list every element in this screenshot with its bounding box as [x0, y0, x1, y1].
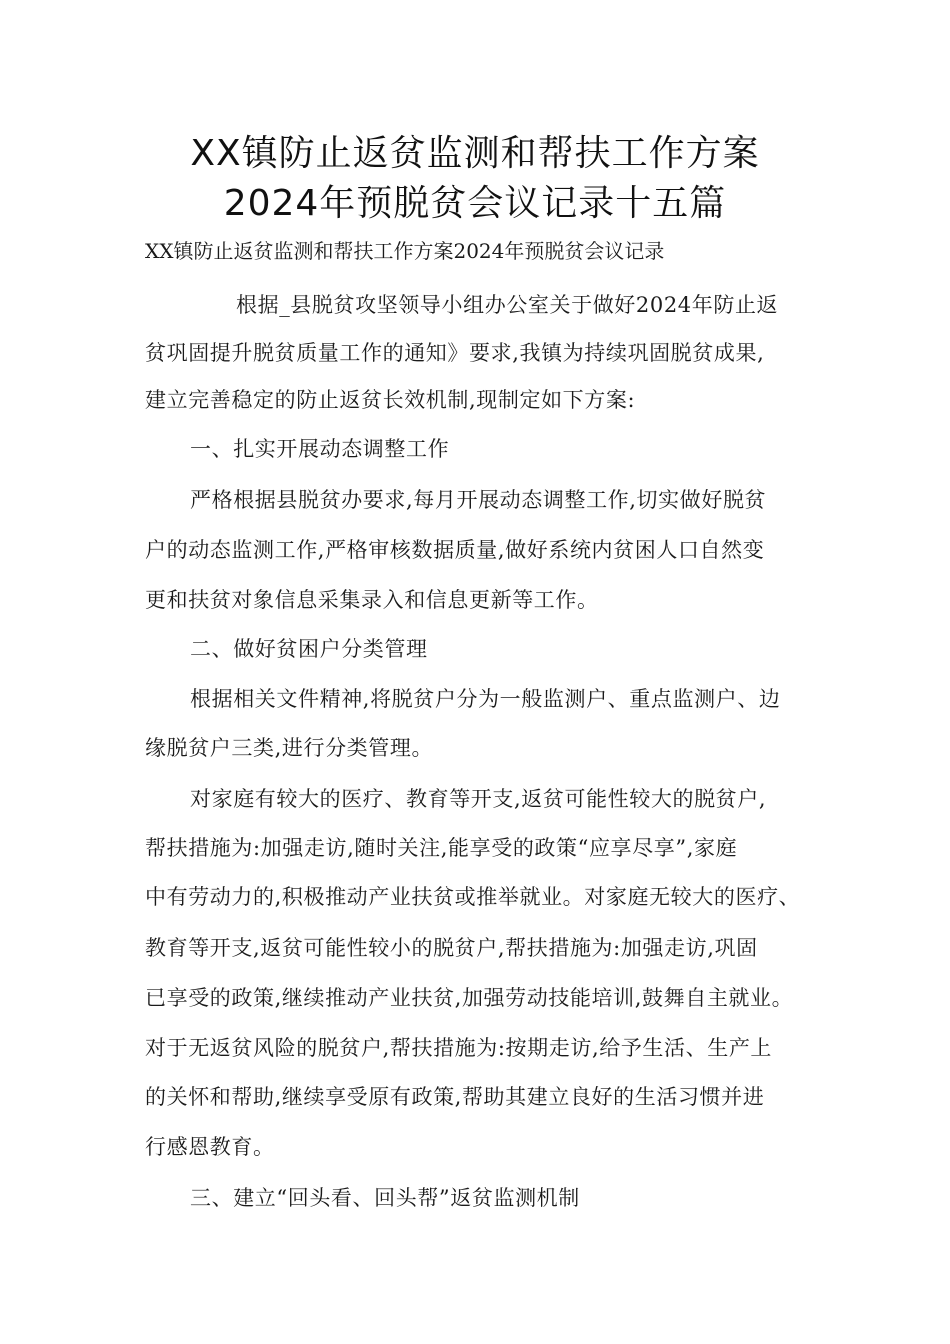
paragraph-line: 根据相关文件精神,将脱贫户分为一般监测户、重点监测户、边 [190, 687, 781, 711]
section-heading: 一、扎实开展动态调整工作 [190, 437, 450, 461]
paragraph-line: 建立完善稳定的防止返贫长效机制,现制定如下方案: [145, 388, 636, 412]
paragraph-line: 严格根据县脱贫办要求,每月开展动态调整工作,切实做好脱贫 [190, 488, 767, 512]
paragraph-line: 帮扶措施为:加强走访,随时关注,能享受的政策“应享尽享”,家庭 [145, 836, 738, 860]
paragraph-line: 对于无返贫风险的脱贫户,帮扶措施为:按期走访,给予生活、生产上 [145, 1036, 773, 1060]
paragraph-line: 户的动态监测工作,严格审核数据质量,做好系统内贫困人口自然变 [145, 538, 765, 562]
paragraph-line: 根据_县脱贫攻坚领导小组办公室关于做好2024年防止返 [236, 293, 779, 317]
document-title-line-2: 2024年预脱贫会议记录十五篇 [223, 183, 727, 224]
paragraph-line: 更和扶贫对象信息采集录入和信息更新等工作。 [145, 588, 599, 612]
section-heading: 二、做好贫困户分类管理 [190, 637, 428, 661]
paragraph-line: 对家庭有较大的医疗、教育等开支,返贫可能性较大的脱贫户, [190, 787, 767, 811]
document-subtitle: XX镇防止返贫监测和帮扶工作方案2024年预脱贫会议记录 [145, 239, 665, 263]
paragraph-line: 已享受的政策,继续推动产业扶贫,加强劳动技能培训,鼓舞自主就业。 [145, 986, 794, 1010]
document-title-line-1: XX镇防止返贫监测和帮扶工作方案 [190, 133, 760, 174]
paragraph-line: 教育等开支,返贫可能性较小的脱贫户,帮扶措施为:加强走访,巩固 [145, 936, 758, 960]
paragraph-line: 缘脱贫户三类,进行分类管理。 [145, 736, 434, 760]
paragraph-line: 行感恩教育。 [145, 1135, 275, 1159]
paragraph-line: 贫巩固提升脱贫质量工作的通知》要求,我镇为持续巩固脱贫成果, [145, 341, 765, 365]
paragraph-line: 的关怀和帮助,继续享受原有政策,帮助其建立良好的生活习惯并进 [145, 1085, 765, 1109]
paragraph-line: 中有劳动力的,积极推动产业扶贫或推举就业。对家庭无较大的医疗、 [145, 885, 801, 909]
section-heading: 三、建立“回头看、回头帮”返贫监测机制 [190, 1186, 580, 1210]
